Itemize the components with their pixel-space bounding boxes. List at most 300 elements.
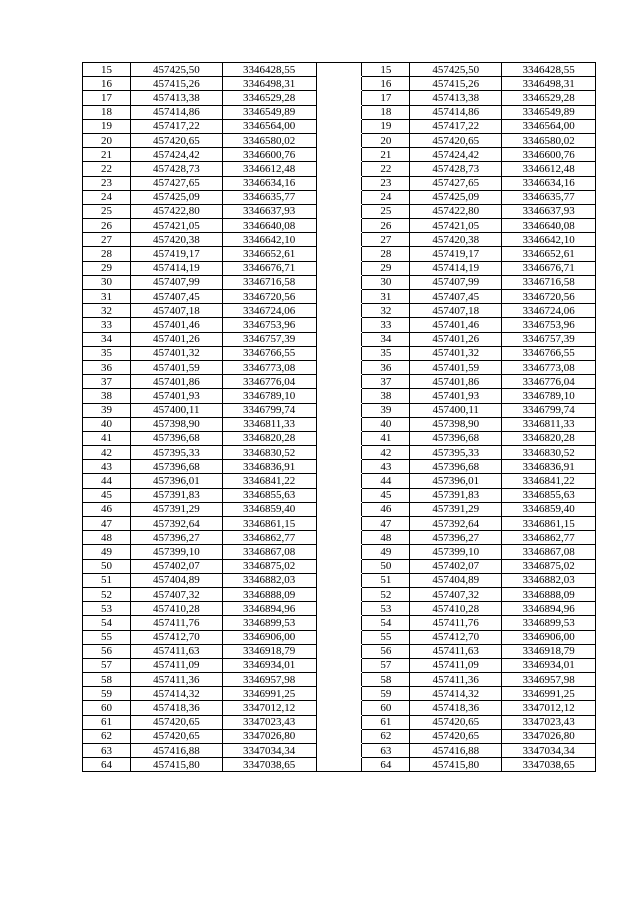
left-point-number: 43: [83, 460, 131, 474]
table-row: [83, 304, 596, 318]
table-row: [83, 346, 596, 360]
table-row: [83, 91, 596, 105]
left-y-coordinate: 3346564,00: [222, 119, 316, 133]
left-y-coordinate: 3346841,22: [222, 474, 316, 488]
right-x-coordinate: 457391,29: [410, 502, 502, 516]
right-y-coordinate: 3346867,08: [502, 545, 596, 559]
right-point-number: 58: [362, 673, 410, 687]
left-point-number: 34: [83, 332, 131, 346]
left-y-coordinate: 3346894,96: [222, 602, 316, 616]
left-point-number: 48: [83, 531, 131, 545]
table-row: [83, 318, 596, 332]
left-point-number: 46: [83, 502, 131, 516]
left-x-coordinate: 457413,38: [130, 91, 222, 105]
left-x-coordinate: 457415,80: [130, 758, 222, 772]
left-point-number: 32: [83, 304, 131, 318]
left-y-coordinate: 3346861,15: [222, 517, 316, 531]
right-x-coordinate: 457407,99: [410, 275, 502, 289]
left-point-number: 40: [83, 417, 131, 431]
right-x-coordinate: 457398,90: [410, 417, 502, 431]
left-x-coordinate: 457401,26: [130, 332, 222, 346]
table-row: [83, 332, 596, 346]
left-y-coordinate: 3346642,10: [222, 233, 316, 247]
left-x-coordinate: 457407,45: [130, 290, 222, 304]
right-y-coordinate: 3346899,53: [502, 616, 596, 630]
left-y-coordinate: 3346652,61: [222, 247, 316, 261]
right-point-number: 18: [362, 105, 410, 119]
left-x-coordinate: 457421,05: [130, 219, 222, 233]
left-y-coordinate: 3346549,89: [222, 105, 316, 119]
right-x-coordinate: 457427,65: [410, 176, 502, 190]
left-y-coordinate: 3346882,03: [222, 573, 316, 587]
left-y-coordinate: 3346830,52: [222, 446, 316, 460]
left-point-number: 23: [83, 176, 131, 190]
left-point-number: 50: [83, 559, 131, 573]
column-gap: [316, 758, 362, 772]
table-row: [83, 460, 596, 474]
column-gap: [316, 304, 362, 318]
left-x-coordinate: 457396,68: [130, 460, 222, 474]
left-point-number: 21: [83, 148, 131, 162]
left-point-number: 33: [83, 318, 131, 332]
right-y-coordinate: 3346918,79: [502, 644, 596, 658]
left-point-number: 41: [83, 431, 131, 445]
right-x-coordinate: 457400,11: [410, 403, 502, 417]
right-y-coordinate: 3346906,00: [502, 630, 596, 644]
left-x-coordinate: 457404,89: [130, 573, 222, 587]
table-row: [83, 729, 596, 743]
left-point-number: 24: [83, 190, 131, 204]
column-gap: [316, 162, 362, 176]
right-point-number: 43: [362, 460, 410, 474]
column-gap: [316, 204, 362, 218]
left-x-coordinate: 457396,27: [130, 531, 222, 545]
column-gap: [316, 602, 362, 616]
right-point-number: 38: [362, 389, 410, 403]
left-y-coordinate: 3346918,79: [222, 644, 316, 658]
right-y-coordinate: 3346789,10: [502, 389, 596, 403]
table-row: [83, 644, 596, 658]
right-x-coordinate: 457396,01: [410, 474, 502, 488]
left-x-coordinate: 457398,90: [130, 417, 222, 431]
left-y-coordinate: 3346855,63: [222, 488, 316, 502]
left-point-number: 61: [83, 715, 131, 729]
column-gap: [316, 545, 362, 559]
column-gap: [316, 119, 362, 133]
right-point-number: 62: [362, 729, 410, 743]
left-y-coordinate: 3346888,09: [222, 587, 316, 601]
table-row: [83, 531, 596, 545]
right-point-number: 28: [362, 247, 410, 261]
left-x-coordinate: 457391,83: [130, 488, 222, 502]
right-x-coordinate: 457404,89: [410, 573, 502, 587]
table-row: [83, 715, 596, 729]
left-point-number: 52: [83, 587, 131, 601]
column-gap: [316, 91, 362, 105]
right-point-number: 56: [362, 644, 410, 658]
left-y-coordinate: 3346635,77: [222, 190, 316, 204]
right-y-coordinate: 3347026,80: [502, 729, 596, 743]
left-point-number: 36: [83, 360, 131, 374]
left-y-coordinate: 3346720,56: [222, 290, 316, 304]
left-y-coordinate: 3347023,43: [222, 715, 316, 729]
right-point-number: 60: [362, 701, 410, 715]
right-x-coordinate: 457411,36: [410, 673, 502, 687]
left-y-coordinate: 3346757,39: [222, 332, 316, 346]
right-x-coordinate: 457401,46: [410, 318, 502, 332]
column-gap: [316, 77, 362, 91]
left-y-coordinate: 3346753,96: [222, 318, 316, 332]
column-gap: [316, 630, 362, 644]
left-x-coordinate: 457411,36: [130, 673, 222, 687]
right-point-number: 41: [362, 431, 410, 445]
left-point-number: 62: [83, 729, 131, 743]
left-x-coordinate: 457407,32: [130, 587, 222, 601]
right-point-number: 40: [362, 417, 410, 431]
right-point-number: 55: [362, 630, 410, 644]
left-point-number: 30: [83, 275, 131, 289]
right-x-coordinate: 457411,63: [410, 644, 502, 658]
table-row: [83, 148, 596, 162]
right-point-number: 23: [362, 176, 410, 190]
right-point-number: 45: [362, 488, 410, 502]
right-y-coordinate: 3346934,01: [502, 658, 596, 672]
column-gap: [316, 687, 362, 701]
left-y-coordinate: 3346612,48: [222, 162, 316, 176]
left-y-coordinate: 3346862,77: [222, 531, 316, 545]
left-x-coordinate: 457420,65: [130, 133, 222, 147]
left-x-coordinate: 457401,59: [130, 360, 222, 374]
left-point-number: 19: [83, 119, 131, 133]
right-point-number: 48: [362, 531, 410, 545]
table-row: [83, 63, 596, 77]
column-gap: [316, 673, 362, 687]
right-point-number: 61: [362, 715, 410, 729]
right-x-coordinate: 457420,38: [410, 233, 502, 247]
column-gap: [316, 701, 362, 715]
left-point-number: 63: [83, 744, 131, 758]
left-y-coordinate: 3346820,28: [222, 431, 316, 445]
column-gap: [316, 488, 362, 502]
left-x-coordinate: 457428,73: [130, 162, 222, 176]
right-x-coordinate: 457415,80: [410, 758, 502, 772]
right-y-coordinate: 3346766,55: [502, 346, 596, 360]
left-x-coordinate: 457420,38: [130, 233, 222, 247]
table-row: [83, 474, 596, 488]
right-y-coordinate: 3346957,98: [502, 673, 596, 687]
left-point-number: 31: [83, 290, 131, 304]
right-x-coordinate: 457402,07: [410, 559, 502, 573]
table-row: [83, 403, 596, 417]
column-gap: [316, 63, 362, 77]
left-y-coordinate: 3346867,08: [222, 545, 316, 559]
table-row: [83, 758, 596, 772]
left-point-number: 39: [83, 403, 131, 417]
right-x-coordinate: 457407,18: [410, 304, 502, 318]
table-row: [83, 389, 596, 403]
left-x-coordinate: 457411,09: [130, 658, 222, 672]
right-point-number: 52: [362, 587, 410, 601]
right-y-coordinate: 3346757,39: [502, 332, 596, 346]
left-point-number: 22: [83, 162, 131, 176]
left-y-coordinate: 3346773,08: [222, 360, 316, 374]
right-y-coordinate: 3346776,04: [502, 375, 596, 389]
right-x-coordinate: 457425,09: [410, 190, 502, 204]
column-gap: [316, 346, 362, 360]
right-y-coordinate: 3346716,58: [502, 275, 596, 289]
right-point-number: 15: [362, 63, 410, 77]
right-x-coordinate: 457410,28: [410, 602, 502, 616]
right-y-coordinate: 3346882,03: [502, 573, 596, 587]
table-row: [83, 587, 596, 601]
right-point-number: 64: [362, 758, 410, 772]
right-point-number: 49: [362, 545, 410, 559]
right-y-coordinate: 3346753,96: [502, 318, 596, 332]
left-point-number: 59: [83, 687, 131, 701]
left-y-coordinate: 3346906,00: [222, 630, 316, 644]
right-y-coordinate: 3346564,00: [502, 119, 596, 133]
left-x-coordinate: 457396,01: [130, 474, 222, 488]
left-y-coordinate: 3346428,55: [222, 63, 316, 77]
left-y-coordinate: 3346789,10: [222, 389, 316, 403]
right-y-coordinate: 3346773,08: [502, 360, 596, 374]
left-x-coordinate: 457410,28: [130, 602, 222, 616]
right-y-coordinate: 3346529,28: [502, 91, 596, 105]
left-x-coordinate: 457417,22: [130, 119, 222, 133]
right-x-coordinate: 457428,73: [410, 162, 502, 176]
column-gap: [316, 587, 362, 601]
right-x-coordinate: 457420,65: [410, 715, 502, 729]
left-point-number: 17: [83, 91, 131, 105]
table-row: [83, 559, 596, 573]
table-row: [83, 204, 596, 218]
left-x-coordinate: 457414,19: [130, 261, 222, 275]
right-x-coordinate: 457417,22: [410, 119, 502, 133]
right-point-number: 36: [362, 360, 410, 374]
left-x-coordinate: 457425,09: [130, 190, 222, 204]
table-row: [83, 290, 596, 304]
left-point-number: 57: [83, 658, 131, 672]
left-y-coordinate: 3347012,12: [222, 701, 316, 715]
left-point-number: 15: [83, 63, 131, 77]
left-point-number: 55: [83, 630, 131, 644]
column-gap: [316, 389, 362, 403]
column-gap: [316, 502, 362, 516]
column-gap: [316, 616, 362, 630]
right-point-number: 35: [362, 346, 410, 360]
left-x-coordinate: 457401,32: [130, 346, 222, 360]
right-point-number: 51: [362, 573, 410, 587]
right-x-coordinate: 457414,86: [410, 105, 502, 119]
right-x-coordinate: 457407,45: [410, 290, 502, 304]
right-y-coordinate: 3346676,71: [502, 261, 596, 275]
left-point-number: 64: [83, 758, 131, 772]
right-y-coordinate: 3346724,06: [502, 304, 596, 318]
left-x-coordinate: 457420,65: [130, 715, 222, 729]
left-point-number: 42: [83, 446, 131, 460]
right-point-number: 21: [362, 148, 410, 162]
left-point-number: 47: [83, 517, 131, 531]
left-x-coordinate: 457396,68: [130, 431, 222, 445]
column-gap: [316, 644, 362, 658]
right-y-coordinate: 3346855,63: [502, 488, 596, 502]
left-y-coordinate: 3346634,16: [222, 176, 316, 190]
column-gap: [316, 715, 362, 729]
left-point-number: 16: [83, 77, 131, 91]
right-point-number: 22: [362, 162, 410, 176]
left-x-coordinate: 457399,10: [130, 545, 222, 559]
table-row: [83, 488, 596, 502]
left-x-coordinate: 457414,32: [130, 687, 222, 701]
right-y-coordinate: 3346635,77: [502, 190, 596, 204]
table-row: [83, 673, 596, 687]
right-x-coordinate: 457418,36: [410, 701, 502, 715]
right-x-coordinate: 457421,05: [410, 219, 502, 233]
column-gap: [316, 559, 362, 573]
right-y-coordinate: 3346861,15: [502, 517, 596, 531]
table-row: [83, 701, 596, 715]
left-y-coordinate: 3346836,91: [222, 460, 316, 474]
table-row: [83, 261, 596, 275]
column-gap: [316, 133, 362, 147]
left-y-coordinate: 3346776,04: [222, 375, 316, 389]
left-point-number: 49: [83, 545, 131, 559]
table-row: [83, 658, 596, 672]
left-point-number: 29: [83, 261, 131, 275]
right-point-number: 44: [362, 474, 410, 488]
right-y-coordinate: 3346634,16: [502, 176, 596, 190]
column-gap: [316, 176, 362, 190]
right-y-coordinate: 3346612,48: [502, 162, 596, 176]
left-y-coordinate: 3346580,02: [222, 133, 316, 147]
left-y-coordinate: 3346766,55: [222, 346, 316, 360]
right-x-coordinate: 457414,19: [410, 261, 502, 275]
column-gap: [316, 531, 362, 545]
right-y-coordinate: 3346720,56: [502, 290, 596, 304]
left-point-number: 53: [83, 602, 131, 616]
right-x-coordinate: 457420,65: [410, 729, 502, 743]
right-y-coordinate: 3346859,40: [502, 502, 596, 516]
table-row: [83, 77, 596, 91]
column-gap: [316, 517, 362, 531]
right-point-number: 29: [362, 261, 410, 275]
right-x-coordinate: 457411,76: [410, 616, 502, 630]
right-y-coordinate: 3346799,74: [502, 403, 596, 417]
right-y-coordinate: 3346875,02: [502, 559, 596, 573]
right-y-coordinate: 3346652,61: [502, 247, 596, 261]
left-x-coordinate: 457391,29: [130, 502, 222, 516]
table-row: [83, 119, 596, 133]
left-y-coordinate: 3346640,08: [222, 219, 316, 233]
left-y-coordinate: 3346991,25: [222, 687, 316, 701]
right-y-coordinate: 3346498,31: [502, 77, 596, 91]
right-point-number: 39: [362, 403, 410, 417]
right-point-number: 24: [362, 190, 410, 204]
right-y-coordinate: 3346549,89: [502, 105, 596, 119]
table-row: [83, 162, 596, 176]
right-x-coordinate: 457422,80: [410, 204, 502, 218]
right-x-coordinate: 457401,86: [410, 375, 502, 389]
column-gap: [316, 460, 362, 474]
column-gap: [316, 360, 362, 374]
left-y-coordinate: 3346875,02: [222, 559, 316, 573]
right-y-coordinate: 3346841,22: [502, 474, 596, 488]
left-x-coordinate: 457401,86: [130, 375, 222, 389]
right-y-coordinate: 3347034,34: [502, 744, 596, 758]
right-x-coordinate: 457392,64: [410, 517, 502, 531]
left-x-coordinate: 457402,07: [130, 559, 222, 573]
right-y-coordinate: 3346637,93: [502, 204, 596, 218]
left-y-coordinate: 3346637,93: [222, 204, 316, 218]
right-point-number: 17: [362, 91, 410, 105]
left-point-number: 51: [83, 573, 131, 587]
column-gap: [316, 233, 362, 247]
table-row: [83, 545, 596, 559]
right-y-coordinate: 3346894,96: [502, 602, 596, 616]
left-point-number: 35: [83, 346, 131, 360]
right-y-coordinate: 3346830,52: [502, 446, 596, 460]
right-x-coordinate: 457420,65: [410, 133, 502, 147]
right-y-coordinate: 3347038,65: [502, 758, 596, 772]
column-gap: [316, 261, 362, 275]
table-row: [83, 360, 596, 374]
left-x-coordinate: 457416,88: [130, 744, 222, 758]
table-row: [83, 417, 596, 431]
right-x-coordinate: 457401,93: [410, 389, 502, 403]
table-row: [83, 133, 596, 147]
left-point-number: 20: [83, 133, 131, 147]
right-point-number: 54: [362, 616, 410, 630]
column-gap: [316, 573, 362, 587]
left-x-coordinate: 457401,93: [130, 389, 222, 403]
left-x-coordinate: 457415,26: [130, 77, 222, 91]
right-point-number: 19: [362, 119, 410, 133]
left-x-coordinate: 457407,99: [130, 275, 222, 289]
left-point-number: 54: [83, 616, 131, 630]
left-x-coordinate: 457422,80: [130, 204, 222, 218]
table-row: [83, 687, 596, 701]
table-row: [83, 105, 596, 119]
table-row: [83, 176, 596, 190]
left-y-coordinate: 3346498,31: [222, 77, 316, 91]
right-y-coordinate: 3346811,33: [502, 417, 596, 431]
table-row: [83, 375, 596, 389]
right-x-coordinate: 457395,33: [410, 446, 502, 460]
right-x-coordinate: 457391,83: [410, 488, 502, 502]
table-row: [83, 233, 596, 247]
column-gap: [316, 105, 362, 119]
column-gap: [316, 275, 362, 289]
right-point-number: 30: [362, 275, 410, 289]
left-y-coordinate: 3346934,01: [222, 658, 316, 672]
column-gap: [316, 658, 362, 672]
column-gap: [316, 474, 362, 488]
column-gap: [316, 729, 362, 743]
table-row: [83, 446, 596, 460]
table-row: [83, 616, 596, 630]
right-x-coordinate: 457416,88: [410, 744, 502, 758]
right-y-coordinate: 3346640,08: [502, 219, 596, 233]
left-x-coordinate: 457427,65: [130, 176, 222, 190]
column-gap: [316, 446, 362, 460]
right-y-coordinate: 3346580,02: [502, 133, 596, 147]
right-point-number: 37: [362, 375, 410, 389]
left-y-coordinate: 3346859,40: [222, 502, 316, 516]
left-y-coordinate: 3346811,33: [222, 417, 316, 431]
right-x-coordinate: 457401,59: [410, 360, 502, 374]
right-x-coordinate: 457401,26: [410, 332, 502, 346]
right-x-coordinate: 457425,50: [410, 63, 502, 77]
